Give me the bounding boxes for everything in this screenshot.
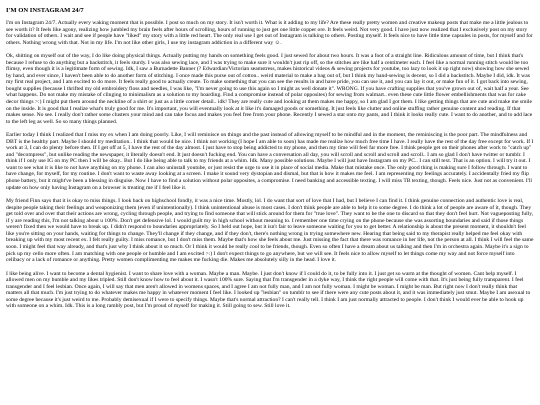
paragraph-being-alive: I like being alive. I want to become a dental hygienist. I want to share love with a woman. Maybe a man. Maybe. I just don't know if I could do it, to be fully into it. I just get so warm at the thought of women. Cant help myself. I allowed men on my bumble and my likes tripled. Still don't know how to feel about it. I wasn't 100% sure. Saying that I'm transgender in a dyke way, I think the right people will come with that. It's just being fully transparent. I feel transgender and I feel lesbian. Once again, I will say that men aren't allowed in womens spaces, and I agree I am not fully man, and I am not fully woman. I might be woman. I might be man. But right now I don't really think that matters all that much. I'm just trying to do whatever makes me happy in whatever moment I feel like. I looked up "lesbian" on tumblr to see if there were any cute posts about it, and it was immediately just smut. Maybe I am asexual to some degree because it's just weird to me. Probably demisexual if I were to specify things. Maybe that's normal attraction? I can't really tell. I think I am just normally attracted to people. I don't think I would ever be able to hook up with someone on a whim. Idk. This is a long rambly post, but I'm proud of myself for making it. Still going to sew. Still love it. — [6, 270, 531, 310]
page-title: I'M ON INSTAGRAM 24/7 — [6, 7, 84, 14]
paragraph-friend-finn: My friend Finn says that it is okay to miss things. I look back on highschool fondly, it was a nice time. Mostly, lol. I do want that sort of love that I had, but I believe I can find it. I think genuine connection and authentic love is real, despite people taking their feelings and weaponizing them (even if unintentionally). I think unintentional abuse is most cases. I don't think people are able to help it to some degree. I do think a lot of people are aware of it, though. They get told over and over that their actions are wrong, cycling through people, and trying to find someone that will stick around for them for "true love". They want to be the one to discard so that they don't feel hurt. Not vagueposting fully, if y are reading this, I'm not talking about u 100%. Don't get defensive lol. I would guilt my in high school without meaning to. I remember one time crying on the phone because she was assorting boundaries and said if those things weren't fixed then we would have to break up. I didn't respond to boundaries appropriately. So I held out hope, but it isn't fair to leave someone waiting for you to get better. A relationship is about the present moment, it shouldn't feel like you're sitting on your hands, waiting for things to change. They'll change if they change, and if they don't, there's nothing wrong in trying somewhere new. Hearing that being said to my therapist really helped me feel okay with breaking up with my most recent ex. I felt really guilty. I miss romance, but I don't miss them. Maybe that's how she feels about me. Just missing the fact that there was romance in her life, not the person at all. I think I will feel the same soon. I might feel that way already, and that's just why I think about it so much. Or I think it would be really cool to be friends, though. Even so often I have a dream about us talking and then I'm in orchestra again. Maybe it's a sign to pick up my cello more often. I am matching with one people or humble and I am excited >:) I don't expect things to go anywhere, but we will see. It feels nice to allow myself to let things come my way and not force myself into celibacy or a lack of romance or anything. Pretty women complimenting me makes me fucking die. Makes me absolutely silly in the head. I love it. — [6, 198, 534, 264]
paragraph-ex-and-phone: Earlier today I think I realized that I miss my ex when I am doing poorly. Like, I will reminisce on things and the past instead of allowing myself to be mindful and in the moment, the reminiscing is the poor part. The mindfulness and DBT is the healthy part. Maybe I should try meditation.. I think that would be nice. I think not working (I hope I am able to soon) has made me realize how much free time I have. I really have the rest of the day free except for work. If I work at 3, I can do plenty before then. If I get off at 5, I have the rest of the day almost. I just have to stop being addicted to my phone, and then my time will feel far more free. I think people get on their phones after work to "catch up" and "decompress", but unlike reading the newspaper, it literally doesn't end. It just doesn't fucking end. You can have a conversation all day, you will scroll and scroll and scroll and scroll.. I am so glad I don't have twitter or tumblr. I think if I only use IG on my PC then I will be okay.. But I do like being able to talk to my friends at a whim. Idk. Many possible solutions. Maybe I will just have Instagram on my PC.. I can still text. That is an option. I will try it out. I want to see what it is like to not have anything on my phone. I can also uninstall youtube, or just resist the urge to use it in place of social media. Make that mistake once. The only good thing is making sure I follow through. I want to have change, for myself, for my routine. I don't want to waste away looking at a screen. I make it sound very dystopian and dismal, but that is how it makes me feel. I am representing my feelings accurately. I accidentally fried my flip phone battery, but it might've been a blessing in disguise. Now I have to find a solution without polar opposites, a compromise. I need banking and accessible texting. I will miss TB texting, though. Feels nice. Just not as convenient. I'll update on how only having Instagram on a browser is treating me if I feel like it. — [6, 132, 534, 191]
paragraph-instagram: I'm on Instagram 24/7. Actually every waking moment that is possible. I post so much on my story. It isn't worth it. What is it adding to my life? Are these really pretty women and creative makeup posts that make me a little jealous to see worth it? It feels like agony, realizing how jumbled my brain feels after hours of scrolling, hours of running to just get one little copper ore. It feels weird. Not very good. I have just now realized that I exclusively post on my story for validation of others. I wait and see if people have "liked" my story with a little red heart. The only real use I get out of Instagram is talking to others. Posting myself. It feels nice to have little time capsules in posts, for myself and for others. Nothing wrong with that. Not in my life. I'm not like other girls, I use my instagram addiction in a different way ☺. — [6, 20, 533, 46]
paragraph-sewing: Ok, shitting on myself out of the way, I do like doing physical things. Actually putting my hands on something feels good. I just sewed for about two hours. It was a foot of a straight line. Ridiculous amount of time, but I think that's because I refuse to do anything but a backstitch, it feels sturdy. I was also sewing lace, and I was trying to make sure it wouldn't just rip off, so the stitches are like half a centimeter each. I feel like a normal running stitch would be too flimsy, even though it is a legitimate form of sewing. Idk, I saw a Burnadette Banner (? Edwardian/Victorian seamstress, makes historical videos & sewing projects for youtube, too lazy to look it up right now) showing how she sewed by hand, and ever since, I haven't been able to do another form of stitching. I once made this purse out of cotton.. weird material to make a bag out of, but I think my hand-sewing is decent, so I did a backstitch. Maybe I did, idk. It was my first real project, and I am excited to do more. It feels really good to actually create. To make something that you can see the results in and have pride, you can use it, and you can lay it out, or make fun of it. I got back into sewing, bought supplies (because I thrifted my old embroidery floss and needles, I was like, "I'm never going to use this again so I might as well donate it". WRONG. If you have crafting supplies that you've grown out of, wait half a year. See what happens. Do not make my mistake of clinging to minimalism as a solution to my hoarding. Find a compromise instead of polar opposites) for sewing from walmart.. even these cute little flower embellishments that was for cake decor things >:) I might put them around the neckline of a shirt or just as a little corner detail.. idk! They are really cute and looking at them makes me happy, so I am glad I got them. I like getting things that are cute and make me smile on the inside. It is good that I realize what's truly good for me. It's important, you will eventually look at it like it's damaged goods or something. It just feels like clutter and online stuffing rather genuine content and reading. If that makes sense. No see. I really don't rather some clusters your mind and can take focus and makes you feel free from your phone. Recently I sewed a star onto my pants, and I think it looks really cute. I want to do another, and to add lace to the left leg as well. So so many things planned. — [6, 53, 533, 125]
